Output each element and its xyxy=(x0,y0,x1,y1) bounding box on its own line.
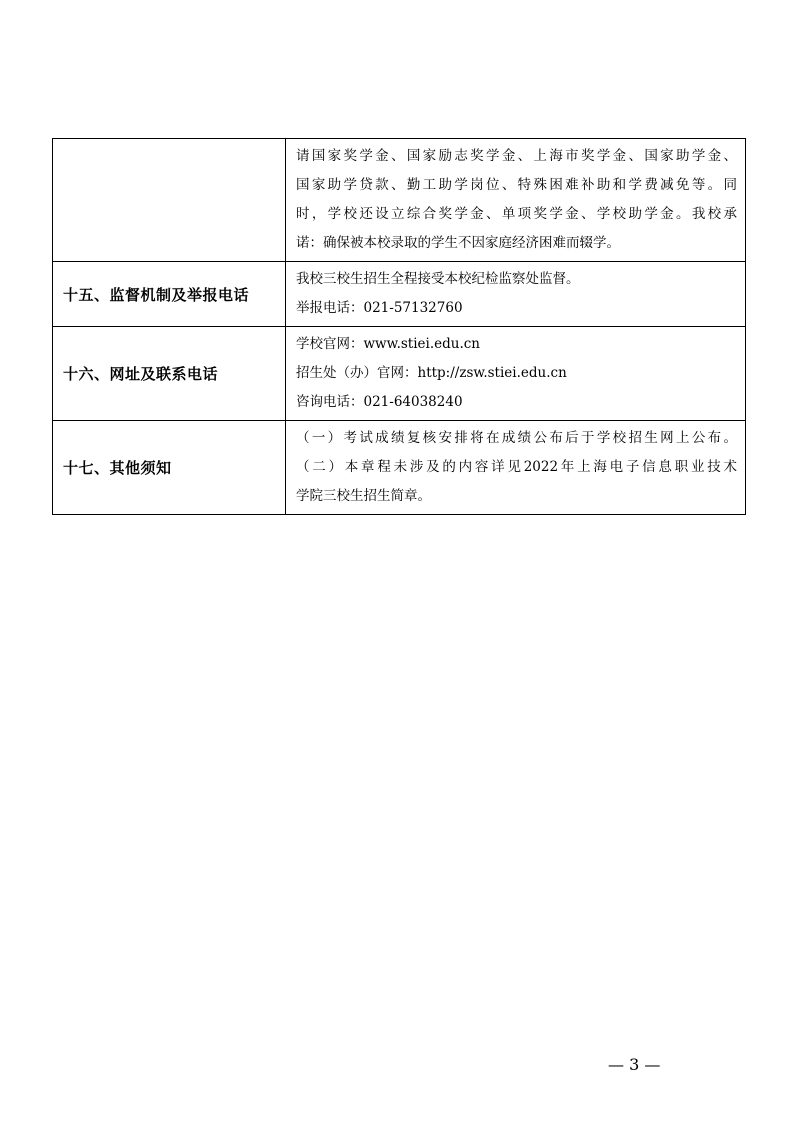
table-row-other-notes xyxy=(53,421,746,515)
row-heading-supervision: 十五、监督机制及举报电话 xyxy=(53,262,286,327)
consult-phone: 咨询电话：021-64038240 xyxy=(296,394,463,410)
row-content-other-notes xyxy=(286,421,746,515)
report-phone: 举报电话：021-57132760 xyxy=(296,300,463,316)
content-line: 学院三校生招生简章。 xyxy=(296,488,431,504)
content-line: （二）本章程未涉及的内容详见2022年上海电子信息职业技术 xyxy=(296,459,737,475)
content-line: 诺：确保被本校录取的学生不因家庭经济困难而辍学。 xyxy=(296,235,620,251)
row-heading-empty xyxy=(53,139,286,262)
content-line: （一）考试成绩复核安排将在成绩公布后于学校招生网上公布。 xyxy=(296,430,737,446)
row-content-website-contact xyxy=(286,327,746,421)
admissions-website: 招生处（办）官网：http://zsw.stiei.edu.cn xyxy=(296,365,567,381)
table-row-scholarship-continued xyxy=(53,139,746,262)
admissions-info-table xyxy=(52,138,746,515)
table-row-website-contact xyxy=(53,327,746,421)
content-line: 我校三校生招生全程接受本校纪检监察处监督。 xyxy=(296,271,580,287)
page-number: — 3 — xyxy=(608,1055,661,1074)
row-heading-website-contact: 十六、网址及联系电话 xyxy=(53,327,286,421)
school-website: 学校官网：www.stiei.edu.cn xyxy=(296,336,480,352)
row-content-scholarship xyxy=(286,139,746,262)
content-line: 国家助学贷款、勤工助学岗位、特殊困难补助和学费减免等。同 xyxy=(296,177,737,193)
row-content-supervision xyxy=(286,262,746,327)
table-row-supervision xyxy=(53,262,746,327)
content-line: 请国家奖学金、国家励志奖学金、上海市奖学金、国家助学金、 xyxy=(296,148,737,164)
content-line: 时，学校还设立综合奖学金、单项奖学金、学校助学金。我校承 xyxy=(296,206,737,222)
row-heading-other-notes: 十七、其他须知 xyxy=(53,421,286,515)
